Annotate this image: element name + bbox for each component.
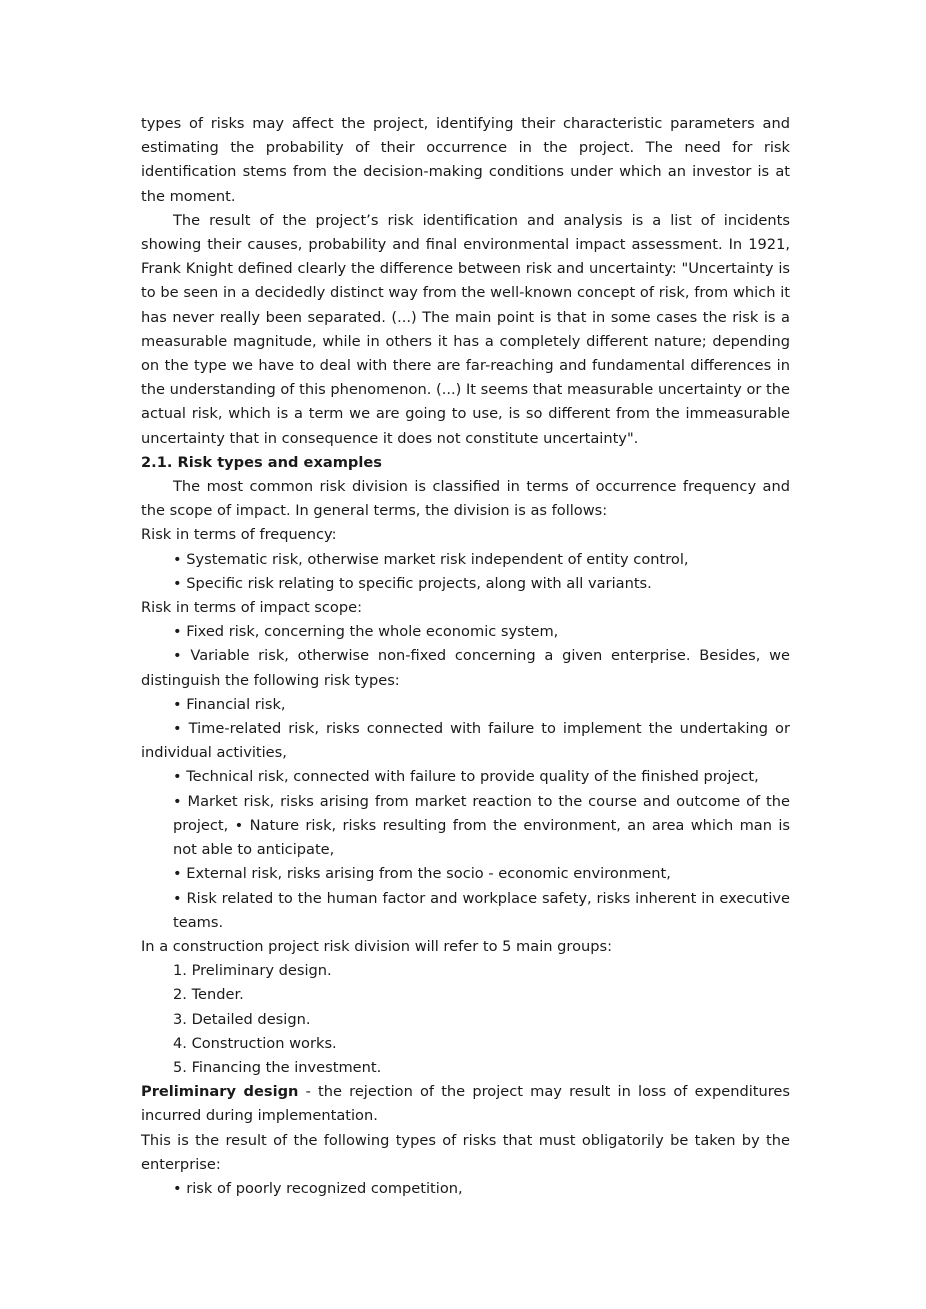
bullet-systematic-risk: • Systematic risk, otherwise market risk independent of entity control,: [173, 550, 689, 568]
paragraph-preliminary-design: [141, 1080, 790, 1128]
numbered-item: 5. Financing the investment.: [173, 1058, 382, 1076]
bullet-external-risk: • External risk, risks arising from the socio - economic environment,: [173, 865, 671, 883]
bullet-fixed-risk: • Fixed risk, concerning the whole economic system,: [173, 623, 559, 641]
bullet-competition-risk: • risk of poorly recognized competition,: [173, 1179, 463, 1197]
bullet-market-risk: • Market risk, risks arising from market reaction to the course and outcome of the project, • Nature risk, risks resulting from the environment, an area which man is not able to anticipate,: [173, 792, 790, 859]
preliminary-design-text: - the rejection of the project may result in loss of expenditures incurred during implementation.: [141, 1083, 791, 1125]
label-construction-groups: In a construction project risk division will refer to 5 main groups:: [141, 937, 613, 955]
section-heading: 2.1. Risk types and examples: [141, 453, 382, 471]
term-preliminary-design: Preliminary design: [141, 1083, 299, 1101]
label-impact-scope: Risk in terms of impact scope:: [141, 599, 363, 617]
label-frequency: Risk in terms of frequency:: [141, 526, 337, 544]
bullet-technical-risk: • Technical risk, connected with failure to provide quality of the finished project,: [173, 768, 759, 786]
bullet-specific-risk: • Specific risk relating to specific projects, along with all variants.: [173, 574, 652, 592]
bullet-human-factor-risk: • Risk related to the human factor and workplace safety, risks inherent in executive teams.: [173, 889, 790, 931]
numbered-item: 1. Preliminary design.: [173, 962, 332, 980]
numbered-item: 2. Tender.: [173, 986, 244, 1004]
bullet-variable-risk: • Variable risk, otherwise non-fixed concerning a given enterprise. Besides, we distinguish the following risk types:: [141, 647, 790, 689]
bullet-financial-risk: • Financial risk,: [173, 695, 286, 713]
paragraph-risk-division: The most common risk division is classified in terms of occurrence frequency and the scope of impact. In general terms, the division is as follows:: [141, 478, 790, 520]
numbered-item: 4. Construction works.: [173, 1034, 337, 1052]
document-page: [141, 112, 790, 1201]
numbered-item: 3. Detailed design.: [173, 1010, 311, 1028]
paragraph-risk-identification-result: The result of the project’s risk identification and analysis is a list of incidents showing their causes, probability and final environmental impact assessment. In 1921, Frank Knight defined clearly the difference between risk and uncertainty: "Uncertainty is to be seen in a decidedly distinct way from the well-known concept of risk, from which it has never really been separated. (...) The main point is that in some cases the risk is a measurable magnitude, while in others it has a completely different nature; depending on the type we have to deal with there are far-reaching and fundamental differences in the understanding of this phenomenon. (...) It seems that measurable uncertainty or the actual risk, which is a term we are going to use, is so different from the immeasurable uncertainty that in consequence it does not constitute uncertainty".: [141, 211, 790, 447]
paragraph-intro: types of risks may affect the project, identifying their characteristic parameters and estimating the probability of their occurrence in the project. The need for risk identification stems from the decision-making conditions under which an investor is at the moment.: [141, 115, 790, 205]
paragraph-risk-types-enterprise: This is the result of the following types of risks that must obligatorily be taken by the enterprise:: [141, 1131, 790, 1173]
bullet-time-related-risk: • Time-related risk, risks connected with failure to implement the undertaking or individual activities,: [141, 720, 790, 762]
